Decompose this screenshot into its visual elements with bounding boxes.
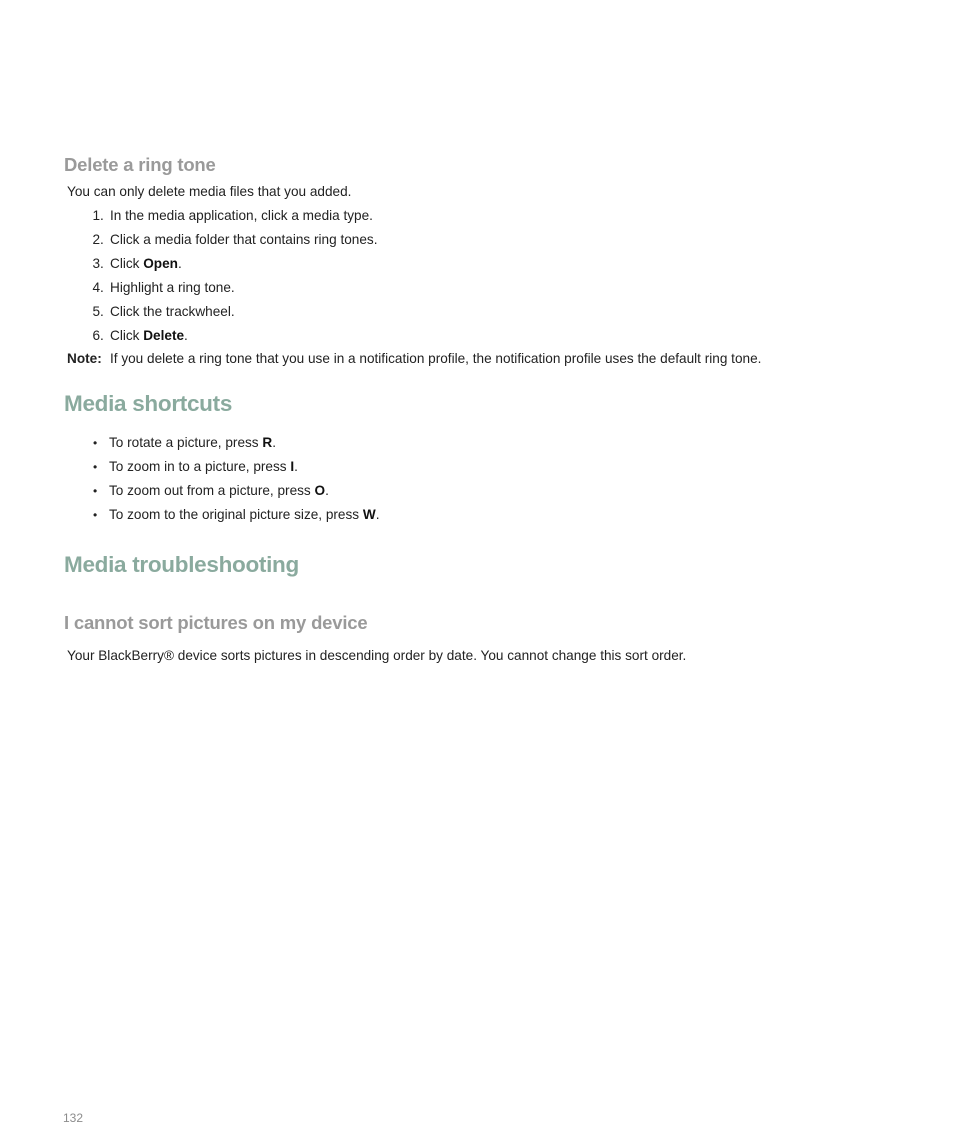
heading-media-troubleshooting: Media troubleshooting bbox=[64, 552, 299, 577]
step-number: 3 bbox=[92, 256, 100, 271]
page-number: 132 bbox=[63, 1111, 84, 1125]
ui-term: Delete bbox=[143, 328, 185, 343]
shortcut-key: R bbox=[262, 435, 273, 450]
document-page: Delete a ring tone You can only delete media files that you added. 1 . In the media application, click a media type. 2 . Click a media folder that contains ring tones. 3 . Click Open. 4 . Highlight a ring tone. 5 . Click the trackwheel. 6 . Click Delete. Note: If you delete a ring tone that you use in a notification profile, the notification profile uses the default ring tone. Media shortcuts • To rotate a picture, press R. • To zoom in to a picture, press I. • To zoom out from a picture, press O. • To zoom to the original picture size, press W. Media troubleshooting I cannot sort pictures on my device Your BlackBerry® device sorts pictures in descending order by date. You cannot change this sort order. 132 bbox=[63, 154, 762, 1125]
bullet-icon: • bbox=[93, 508, 98, 522]
cannot-sort-text: Your BlackBerry® device sorts pictures in descending order by date. You cannot change this sort order. bbox=[67, 648, 687, 663]
shortcut-text: To zoom in to a picture, press I. bbox=[109, 459, 298, 474]
bullet-icon: • bbox=[93, 436, 98, 450]
note bbox=[67, 350, 762, 368]
heading-cannot-sort-pictures: I cannot sort pictures on my device bbox=[64, 612, 368, 633]
bullet-icon: • bbox=[93, 460, 98, 474]
shortcut-key: O bbox=[314, 483, 326, 498]
note-text: If you delete a ring tone that you use in a notification profile, the notification profile uses the default ring tone. bbox=[110, 351, 762, 366]
heading-media-shortcuts: Media shortcuts bbox=[64, 391, 233, 416]
step-text: Click Open. bbox=[110, 256, 182, 271]
delete-ring-tone-intro: You can only delete media files that you added. bbox=[67, 184, 352, 199]
step-number: 5 bbox=[92, 304, 100, 319]
shortcut-key: I bbox=[290, 459, 295, 474]
step-text: Click Delete. bbox=[110, 328, 188, 343]
step-text: Click a media folder that contains ring tones. bbox=[110, 232, 378, 247]
shortcut-text: To rotate a picture, press R. bbox=[109, 435, 276, 450]
shortcut-text: To zoom out from a picture, press O. bbox=[109, 483, 329, 498]
shortcut-text: To zoom to the original picture size, press W. bbox=[109, 507, 380, 522]
step-text: Highlight a ring tone. bbox=[110, 280, 235, 295]
step-number: 2 bbox=[92, 232, 100, 247]
note-label: Note: bbox=[67, 351, 102, 366]
step-text: In the media application, click a media type. bbox=[110, 208, 373, 223]
bullet-icon: • bbox=[93, 484, 98, 498]
ui-term: Open bbox=[143, 256, 178, 271]
heading-delete-ring-tone: Delete a ring tone bbox=[64, 154, 216, 175]
step-text: Click the trackwheel. bbox=[110, 304, 235, 319]
shortcut-key: W bbox=[362, 507, 376, 522]
step-number: 1 bbox=[92, 208, 100, 223]
step-number: 6 bbox=[92, 328, 100, 343]
step-number: 4 bbox=[92, 280, 100, 295]
